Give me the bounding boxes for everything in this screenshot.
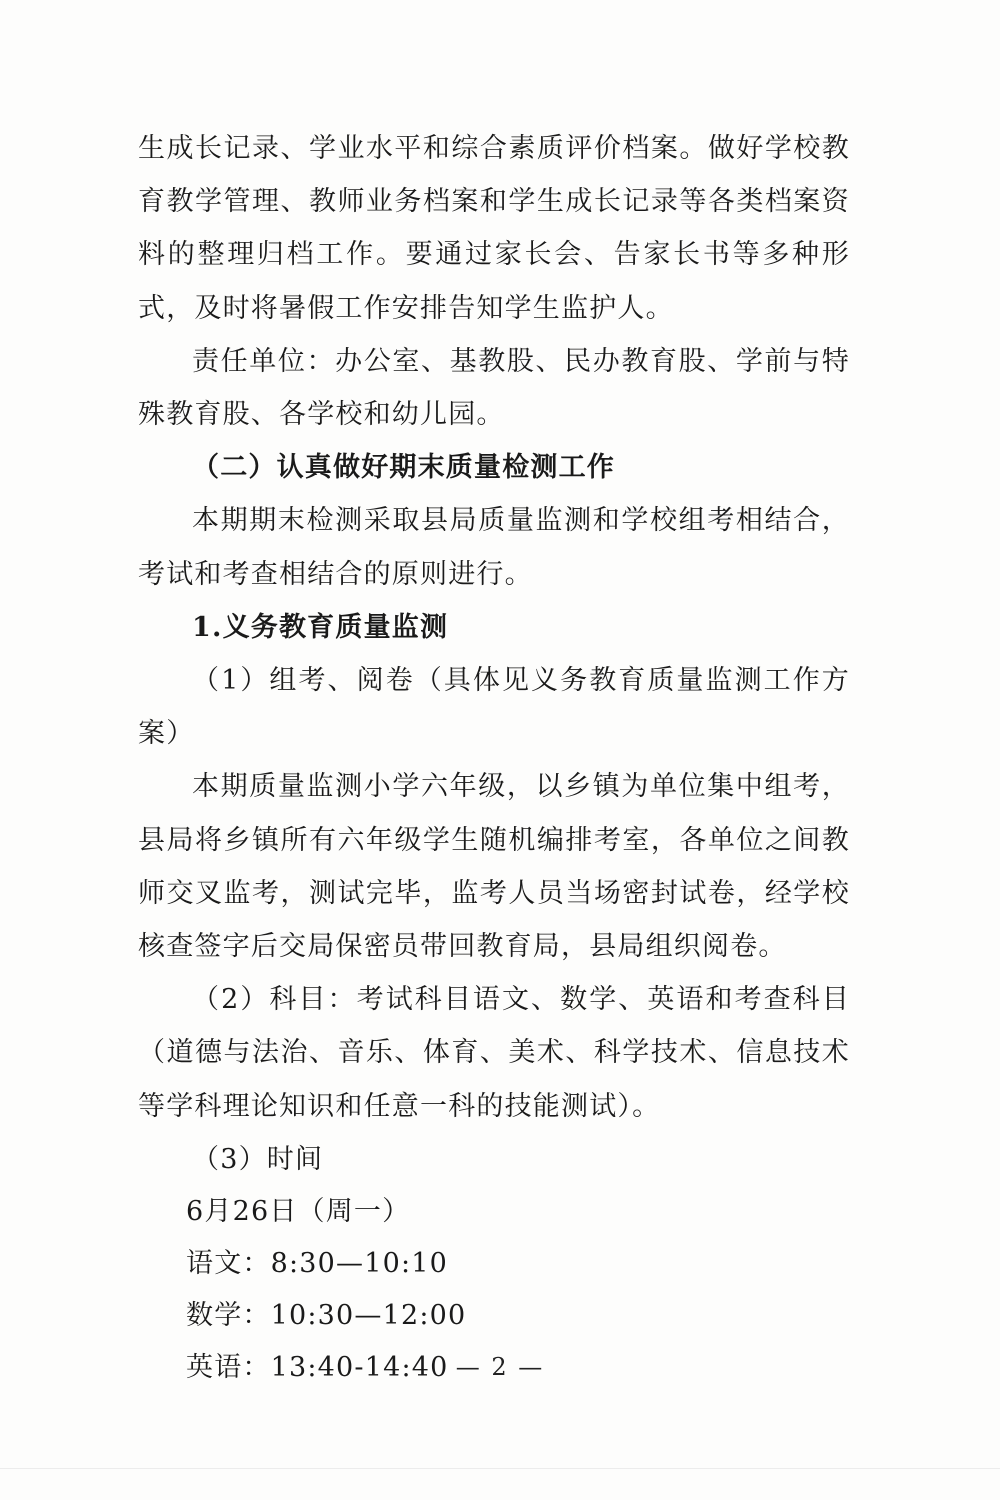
- schedule-math: 数学：10:30—12:00: [186, 1300, 467, 1332]
- page-number: — 2 —: [455, 1353, 545, 1381]
- section-heading-final-exam: （二）认真做好期末质量检测工作: [192, 452, 615, 484]
- paragraph-grade-six-monitoring: 本期质量监测小学六年级，以乡镇为单位集中组考，县局将乡镇所有六年级学生随机编排考室，各单位之间教师交叉监考，测试完毕，监考人员当场密封试卷，经学校核查签字后交局保密员带回教育局，县局组织阅卷。: [138, 771, 850, 963]
- item-subjects: （2）科目：考试科目语文、数学、英语和考查科目（道德与法治、音乐、体育、美术、科学技术、信息技术等学科理论知识和任意一科的技能测试）。: [138, 984, 850, 1122]
- paragraph-archive-management: 生成长记录、学业水平和综合素质评价档案。做好学校教育教学管理、教师业务档案和学生成长记录等各类档案资料的整理归档工作。要通过家长会、告家长书等多种形式，及时将暑假工作安排告知学生监护人。: [138, 133, 850, 324]
- schedule-chinese: 语文：8:30—10:10: [186, 1248, 449, 1280]
- schedule-date: 6月26日（周一）: [186, 1196, 411, 1228]
- subsection-heading-compulsory-education: 1.义务教育质量监测: [192, 611, 449, 643]
- paragraph-responsible-units: 责任单位：办公室、基教股、民办教育股、学前与特殊教育股、各学校和幼儿园。: [138, 345, 850, 431]
- paragraph-exam-principle: 本期期末检测采取县局质量监测和学校组考相结合，考试和考查相结合的原则进行。: [138, 505, 850, 590]
- page-bottom-divider: [0, 1468, 1000, 1469]
- item-time: （3）时间: [192, 1143, 324, 1175]
- item-exam-organization: （1）组考、阅卷（具体见义务教育质量监测工作方案）: [138, 665, 850, 750]
- schedule-english: 英语：13:40-14:40: [186, 1352, 449, 1384]
- document-body: [138, 122, 850, 1394]
